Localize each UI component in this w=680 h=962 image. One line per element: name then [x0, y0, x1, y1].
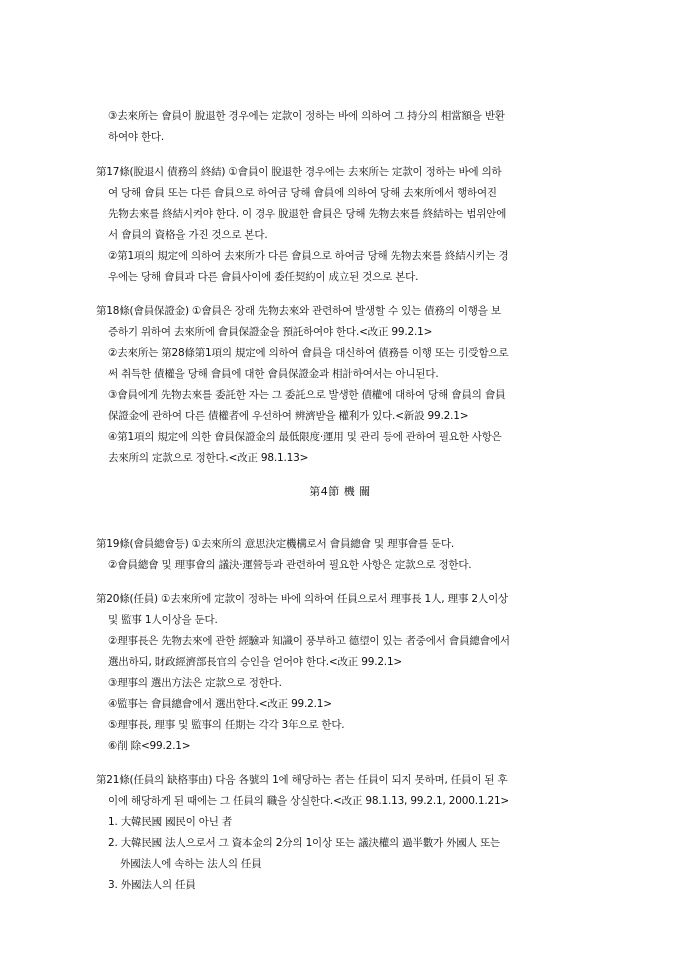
text-line: ②去來所는 第28條第1項의 規定에 의하여 會員을 대신하여 債務를 이행 또는 引受함으로: [108, 347, 509, 359]
list-item: 2. 大韓民國 法人으로서 그 資本金의 2分의 1이상 또는 議決權의 過半數가 外國人 또는: [108, 837, 500, 849]
text-line: ②會員總會 및 理事會의 議決·運營등과 관련하여 필요한 사항은 定款으로 정한다.: [108, 559, 472, 571]
article-19-title: 第19條(會員總會등) ①去來所의 意思決定機構로서 會員總會 및 理事會를 둔다.: [96, 538, 455, 550]
article-21-title: 第21條(任員의 缺格事由) 다음 各號의 1에 해당하는 者는 任員이 되지 못하며, 任員이 된 후: [96, 774, 508, 786]
text-line: 外國法人에 속하는 法人의 任員: [120, 858, 262, 870]
text-line: ③去來所는 會員이 脫退한 경우에는 定款이 정하는 바에 의하여 그 持分의 相當額을 반환: [108, 110, 505, 122]
text-line: ④第1項의 規定에 의한 會員保證金의 最低限度·運用 및 관리 등에 관하여 필요한 사항은: [108, 431, 502, 443]
text-line: 選出하되, 財政經濟部長官의 승인을 얻어야 한다.<改正 99.2.1>: [108, 656, 403, 668]
text-line: 우에는 당해 會員과 다른 會員사이에 委任契約이 成立된 것으로 본다.: [108, 271, 419, 283]
section-heading: 第4節 機 關: [309, 485, 371, 498]
article-20-title: 第20條(任員) ①去來所에 定款이 정하는 바에 의하여 任員으로서 理事長 1人, 理事 2人이상: [96, 593, 508, 605]
text-line: 하여야 한다.: [108, 131, 164, 143]
text-line: 써 취득한 債權을 당해 會員에 대한 會員保證金과 相計하여서는 아니된다.: [108, 368, 439, 380]
list-item: 1. 大韓民國 國民이 아닌 者: [108, 816, 233, 828]
text-line: 및 監事 1人이상을 둔다.: [108, 614, 218, 626]
text-line: 증하기 위하여 去來所에 會員保證金을 預託하여야 한다.<改正 99.2.1>: [108, 326, 433, 338]
text-line: 保證金에 관하여 다른 債權者에 우선하여 辨濟받을 權利가 있다.<新設 99.2.1>: [108, 410, 469, 422]
text-line: 先物去來를 終結시켜야 한다. 이 경우 脫退한 會員은 당해 先物去來를 終結하는 범위안에: [108, 208, 507, 220]
text-line: ②第1項의 規定에 의하여 去來所가 다른 會員으로 하여금 당해 先物去來를 終結시키는 경: [108, 250, 509, 262]
text-line: ④監事는 會員總會에서 選出한다.<改正 99.2.1>: [108, 698, 332, 710]
article-17-title: 第17條(脫退시 債務의 終結) ①會員이 脫退한 경우에는 去來所는 定款이 정하는 바에 의하: [96, 166, 502, 178]
text-line: ⑥削 除<99.2.1>: [108, 740, 191, 752]
text-line: ⑤理事長, 理事 및 監事의 任期는 각각 3年으로 한다.: [108, 719, 345, 731]
text-line: 이에 해당하게 된 때에는 그 任員의 職을 상실한다.<改正 98.1.13, 99.2.1, 2000.1.21>: [108, 795, 510, 807]
text-line: 서 會員의 資格을 가진 것으로 본다.: [108, 229, 268, 241]
text-line: 去來所의 定款으로 정한다.<改正 98.1.13>: [108, 452, 309, 464]
text-line: 여 당해 會員 또는 다른 會員으로 하여금 당해 會員에 의하여 당해 去來所에서 행하여진: [108, 187, 497, 199]
text-line: ③會員에게 先物去來를 委託한 자는 그 委託으로 발생한 債權에 대하여 당해 會員의 會員: [108, 389, 506, 401]
article-18-title: 第18條(會員保證金) ①會員은 장래 先物去來와 관련하여 발생할 수 있는 債務의 이행을 보: [96, 305, 501, 317]
list-item: 3. 外國法人의 任員: [108, 879, 196, 891]
text-line: ③理事의 選出方法은 定款으로 정한다.: [108, 677, 282, 689]
text-line: ②理事長은 先物去來에 관한 經驗과 知識이 풍부하고 德望이 있는 者중에서 會員總會에서: [108, 635, 510, 647]
